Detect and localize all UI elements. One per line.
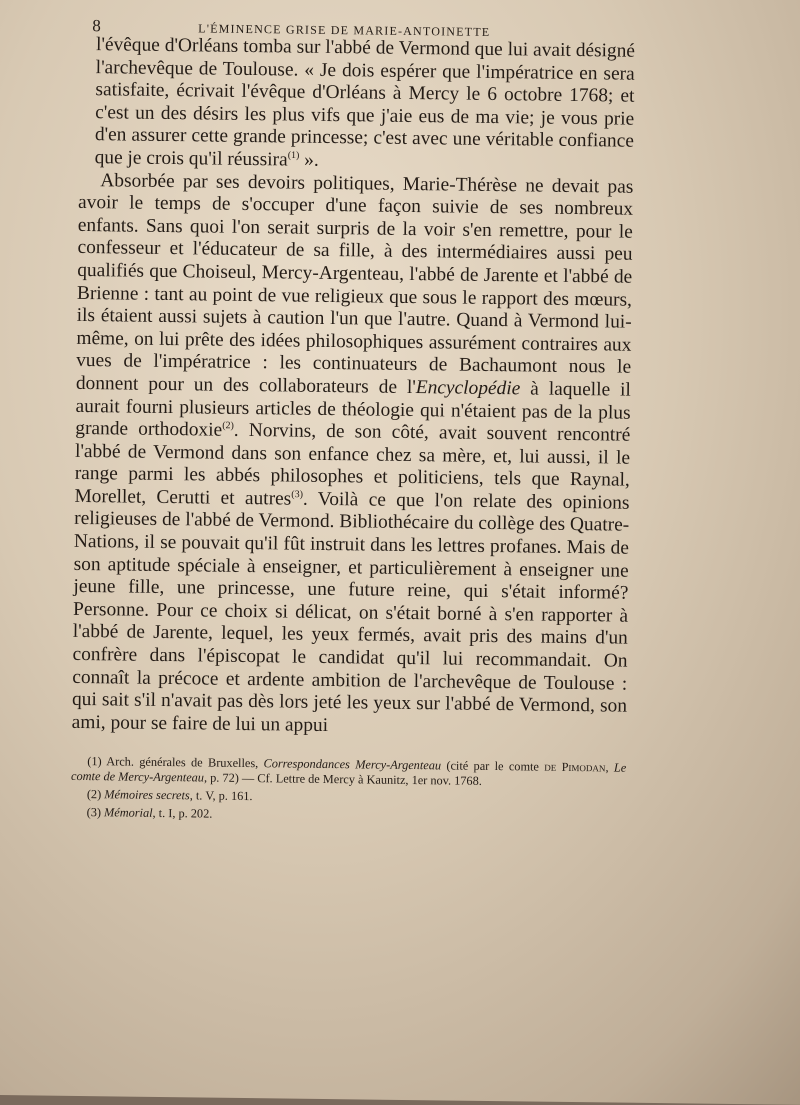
encyclopedie-title: Encyclopédie xyxy=(415,376,521,400)
paragraph-2-text-c: . Norvins, de son côté, avait souvent rencontré l'abbé de Vermond dans son enfance chez sa mère, et, lui aussi, il le range parmi les abbés philosophes et politiciens, tels que Raynal, Morellet, Cerutti et autres xyxy=(74,419,631,510)
page-number: 8 xyxy=(92,16,101,36)
footnote-ref-1: (1) xyxy=(287,149,300,162)
footnote-1-c: , xyxy=(605,760,615,775)
footnote-1-d: , p. 72) — Cf. Lettre de Mercy à Kaunitz, 1er nov. 1768. xyxy=(203,770,482,789)
footnote-1-author: de Pimodan xyxy=(544,760,606,775)
footnote-2-b: , t. V, p. 161. xyxy=(189,788,253,804)
footnote-ref-2: (2) xyxy=(222,420,234,432)
footnote-ref-3: (3) xyxy=(291,488,304,501)
paragraph-2-text-b: à laquelle il aurait fourni plusieurs articles de théologie qui n'étaient pas de la plus grande orthodoxie xyxy=(75,378,631,441)
footnote-1-b: (cité par le comte xyxy=(440,758,545,775)
footnote-2-title: Mémoires secrets xyxy=(104,787,190,803)
paragraph-2-text-a: Absorbée par ses devoirs politiques, Marie-Thérèse ne devait pas avoir le temps de s'occuper d'une façon suivie de ses nombreux enfants. Sans quoi l'on serait surpris de la voir s'en remettre, pour le confesseur et l'éducateur de sa fille, à des intermédiaires aussi peu qualifiés que Choiseul, Mercy-Argenteau, l'abbé de Jarente et l'abbé de Brienne : tant au point de vue religieux que sous le rapport des mœurs, ils étaient aussi sujets à caution l'un que l'autre. Quand à Vermond lui-même, on lui prête des idées philosophiques assurément contraires aux vues de l'impératrice : les continuateurs de Bachaumont nous le donnent pour un des collaborateurs de l' xyxy=(75,169,634,398)
footnote-3-title: Mémorial xyxy=(103,805,153,821)
footnotes xyxy=(71,754,627,827)
footnote-3 xyxy=(71,805,626,827)
paragraph-1-end: ». xyxy=(299,149,319,171)
footnote-1-title: Correspondances Mercy-Argenteau xyxy=(263,756,442,773)
footnote-1-title2: Le comte de Mercy-Argenteau xyxy=(71,760,627,785)
footnote-3-b: , t. I, p. 202. xyxy=(152,806,213,822)
footnote-3-a: (3) xyxy=(86,805,105,820)
footnote-1-a: (1) Arch. générales de Bruxelles, xyxy=(87,754,264,771)
page-content xyxy=(71,6,636,830)
body-text xyxy=(72,34,636,741)
footnote-2-a: (2) xyxy=(86,787,105,802)
footnote-1 xyxy=(71,754,626,791)
paragraph-2-text-d: . Voilà ce que l'on relate des opinions religieuses de l'abbé de Vermond. Bibliothécaire du collège des Quatre-Nations, il se pouvait qu'il fût instruit dans les lettres profanes. Mais de son aptitude spéciale à enseigner, et particulièrement à enseigner une jeune fille, une princesse, une future reine, qui s'était informé? Personne. Pour ce choix si délicat, on s'était borné à s'en rapporter à l'abbé de Jarente, lequel, les yeux fermés, avait pris des mains d'un confrère dans l'épiscopat le candidat qu'il lui recommandait. On connaît la précoce et ardente ambition de l'archevêque de Toulouse : qui sait s'il n'avait pas dès lors jeté les yeux sur l'abbé de Vermond, son ami, pour se faire de lui un appui xyxy=(71,488,630,736)
running-title: L'ÉMINENCE GRISE DE MARIE-ANTOINETTE xyxy=(198,21,491,39)
paragraph-1 xyxy=(79,34,636,176)
paragraph-2 xyxy=(72,169,634,741)
paragraph-1-text: l'évêque d'Orléans tomba sur l'abbé de Vermond que lui avait désigné l'archevêque de Toulouse. « Je dois espérer que l'impératrice en sera satisfaite, écrivait l'évêque d'Orléans à Mercy le 6 octobre 1768; et c'est un des désirs les plus vifs que j'aie eus de ma vie; je vous prie d'en assurer cette grande princesse; c'est avec une véritable confiance que je crois qu'il réussira xyxy=(94,34,636,171)
